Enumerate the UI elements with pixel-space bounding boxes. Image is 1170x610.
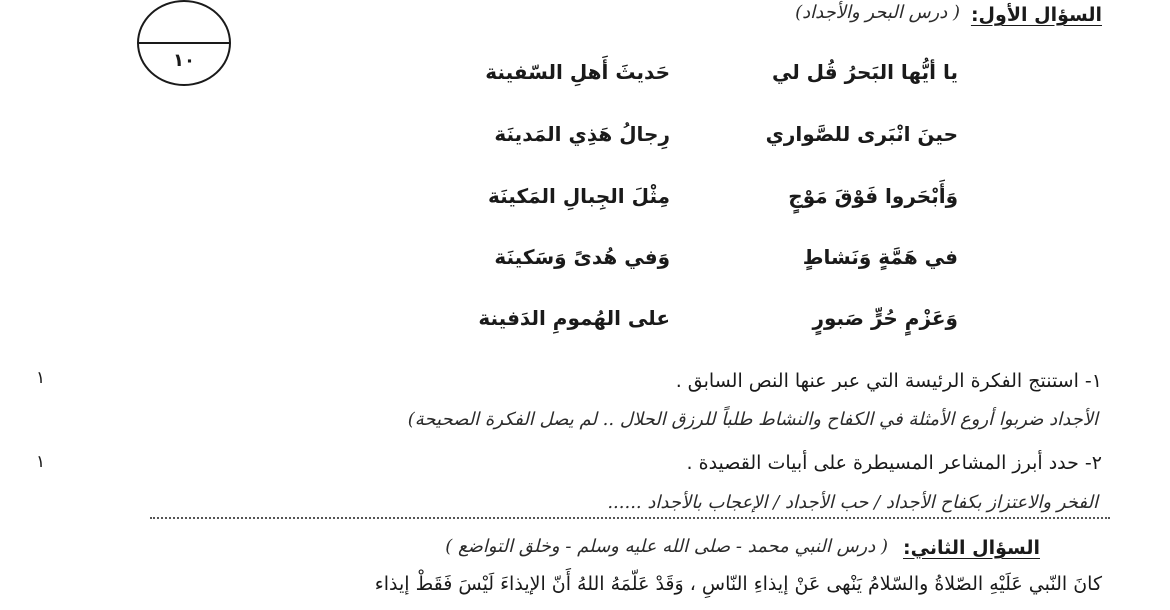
section2-paragraph: كانَ النّبي عَلَيْهِ الصّلاةُ والسّلامُ يَنْهى عَنْ إيذاءِ النّاسِ ، وَقَدْ عَلّمَهُ اللهُ أَنّ الإيذاءَ لَيْسَ فَقَطْ إيذاء <box>374 573 1102 595</box>
verse-2-left: رِجالُ هَذِي المَدينَة <box>494 122 670 146</box>
verse-3-right: وَأَبْحَروا فَوْقَ مَوْجٍ <box>788 184 958 208</box>
question-1-answer: الأجداد ضربوا أروع الأمثلة في الكفاح والنشاط طلباً للرزق الحلال .. لم يصل الفكرة الصحيحة) <box>407 409 1098 430</box>
score-value: ١٠ <box>173 50 195 71</box>
question-2-text: ٢- حدد أبرز المشاعر المسيطرة على أبيات القصيدة . <box>686 452 1102 474</box>
section2-title: السؤال الثاني: <box>903 537 1040 559</box>
section1-lesson-note: ( درس البحر والأجداد) <box>795 2 960 23</box>
question-1-mark: ١ <box>36 368 46 388</box>
question-1-text: ١- استنتج الفكرة الرئيسة التي عبر عنها النص السابق . <box>675 370 1102 392</box>
verse-2-right: حينَ انْبَرى للصَّواري <box>765 122 958 146</box>
section2-lesson-note: ( درس النبي محمد - صلى الله عليه وسلم - وخلق التواضع ) <box>445 536 888 557</box>
question-2-answer: الفخر والاعتزاز بكفاح الأجداد / حب الأجداد / الإعجاب بالأجداد ...... <box>607 492 1098 513</box>
verse-1-left: حَديثَ أَهلِ السّفينة <box>485 60 670 84</box>
question-2-mark: ١ <box>36 452 46 472</box>
verse-5-left: على الهُمومِ الدَفينة <box>478 306 670 330</box>
verse-3-left: مِثْلَ الجِبالِ المَكينَة <box>488 184 670 208</box>
section1-title: السؤال الأول: <box>970 4 1102 26</box>
verse-4-right: في هَمَّةٍ وَنَشاطٍ <box>802 245 958 269</box>
answer-dotted-line <box>150 517 1110 519</box>
verse-4-left: وَفي هُدىً وَسَكينَة <box>494 245 670 269</box>
verse-5-right: وَعَزْمٍ حُرٍّ صَبورٍ <box>812 306 958 330</box>
score-divider <box>139 42 229 44</box>
score-circle <box>137 0 231 86</box>
verse-1-right: يا أيُّها البَحرُ قُل لي <box>771 60 958 84</box>
